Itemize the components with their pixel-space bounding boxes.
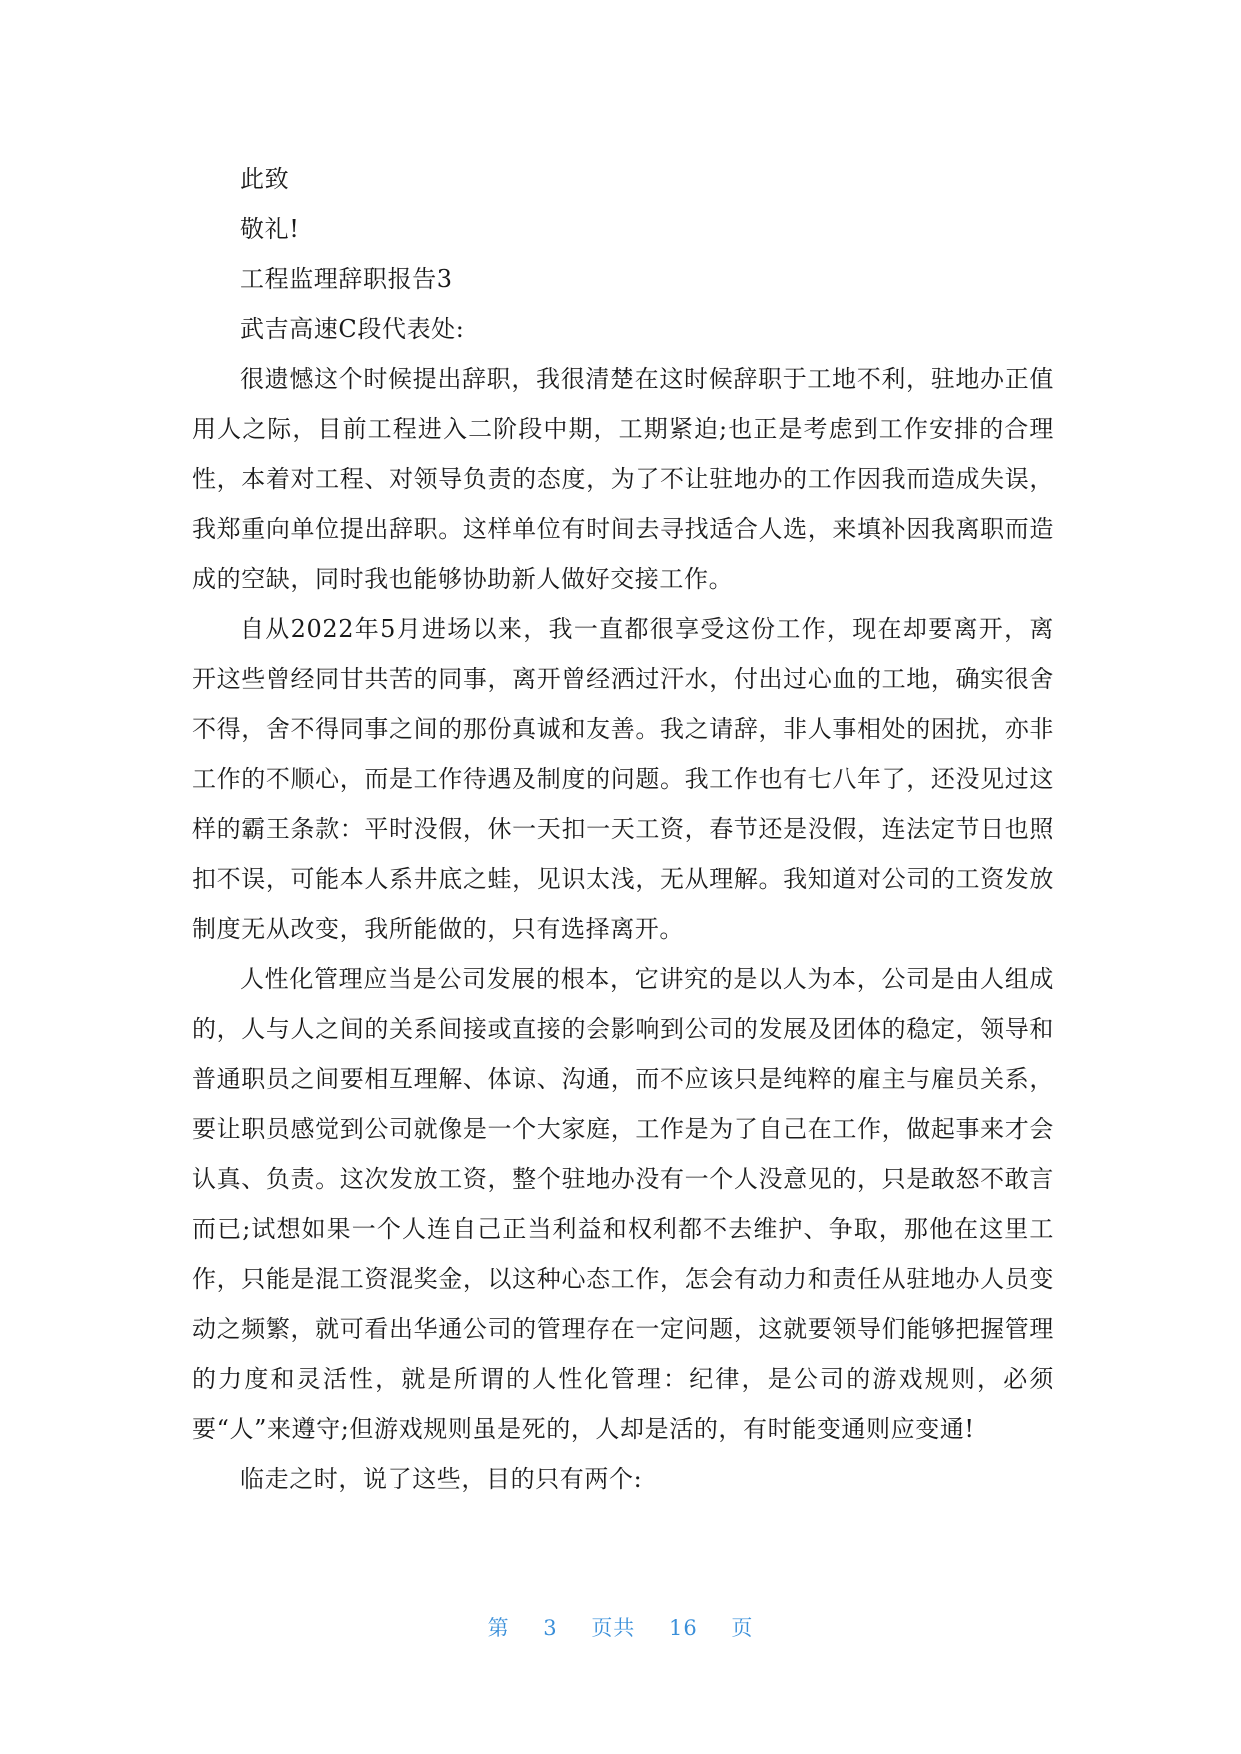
section-title: 工程监理辞职报告3 <box>240 265 453 293</box>
closing-salutation: 此致 <box>240 165 290 193</box>
body-paragraph: 很遗憾这个时候提出辞职，我很清楚在这时候辞职于工地不利，驻地办正值用人之际，目前工程进入二阶段中期，工期紧迫;也正是考虑到工作安排的合理性，本着对工程、对领导负责的态度，为了不让驻地办的工作因我而造成失误，我郑重向单位提出辞职。这样单位有时间去寻找适合人选，来填补因我离职而造成的空缺，同时我也能够协助新人做好交接工作。 <box>192 365 1054 593</box>
closing-regards: 敬礼! <box>240 215 300 243</box>
footer-current-page: 3 <box>543 1616 558 1640</box>
recipient-line: 武吉高速C段代表处: <box>240 315 465 343</box>
body-paragraph: 人性化管理应当是公司发展的根本，它讲究的是以人为本，公司是由人组成的，人与人之间的关系间接或直接的会影响到公司的发展及团体的稳定，领导和普通职员之间要相互理解、体谅、沟通，而不应该只是纯粹的雇主与雇员关系，要让职员感觉到公司就像是一个大家庭，工作是为了自己在工作，做起事来才会认真、负责。这次发放工资，整个驻地办没有一个人没意见的，只是敢怒不敢言而已;试想如果一个人连自己正当利益和权利都不去维护、争取，那他在这里工作，只能是混工资混奖金，以这种心态工作，怎会有动力和责任从驻地办人员变动之频繁，就可看出华通公司的管理存在一定问题，这就要领导们能够把握管理的力度和灵活性，就是所谓的人性化管理：纪律，是公司的游戏规则，必须要“人”来遵守;但游戏规则虽是死的，人却是活的，有时能变通则应变通! <box>192 965 1054 1443</box>
document-body <box>192 154 1054 1504</box>
page-footer <box>0 1612 1241 1642</box>
footer-prefix: 第 <box>487 1616 510 1640</box>
footer-suffix: 页 <box>731 1616 754 1640</box>
footer-total-pages: 16 <box>669 1616 698 1640</box>
body-paragraph: 临走之时，说了这些，目的只有两个: <box>240 1465 643 1493</box>
footer-middle: 页共 <box>591 1616 636 1640</box>
body-paragraph: 自从2022年5月进场以来，我一直都很享受这份工作，现在却要离开，离开这些曾经同甘共苦的同事，离开曾经洒过汗水，付出过心血的工地，确实很舍不得，舍不得同事之间的那份真诚和友善。我之请辞，非人事相处的困扰，亦非工作的不顺心，而是工作待遇及制度的问题。我工作也有七八年了，还没见过这样的霸王条款：平时没假，休一天扣一天工资，春节还是没假，连法定节日也照扣不误，可能本人系井底之蛙，见识太浅，无从理解。我知道对公司的工资发放制度无从改变，我所能做的，只有选择离开。 <box>192 615 1054 943</box>
